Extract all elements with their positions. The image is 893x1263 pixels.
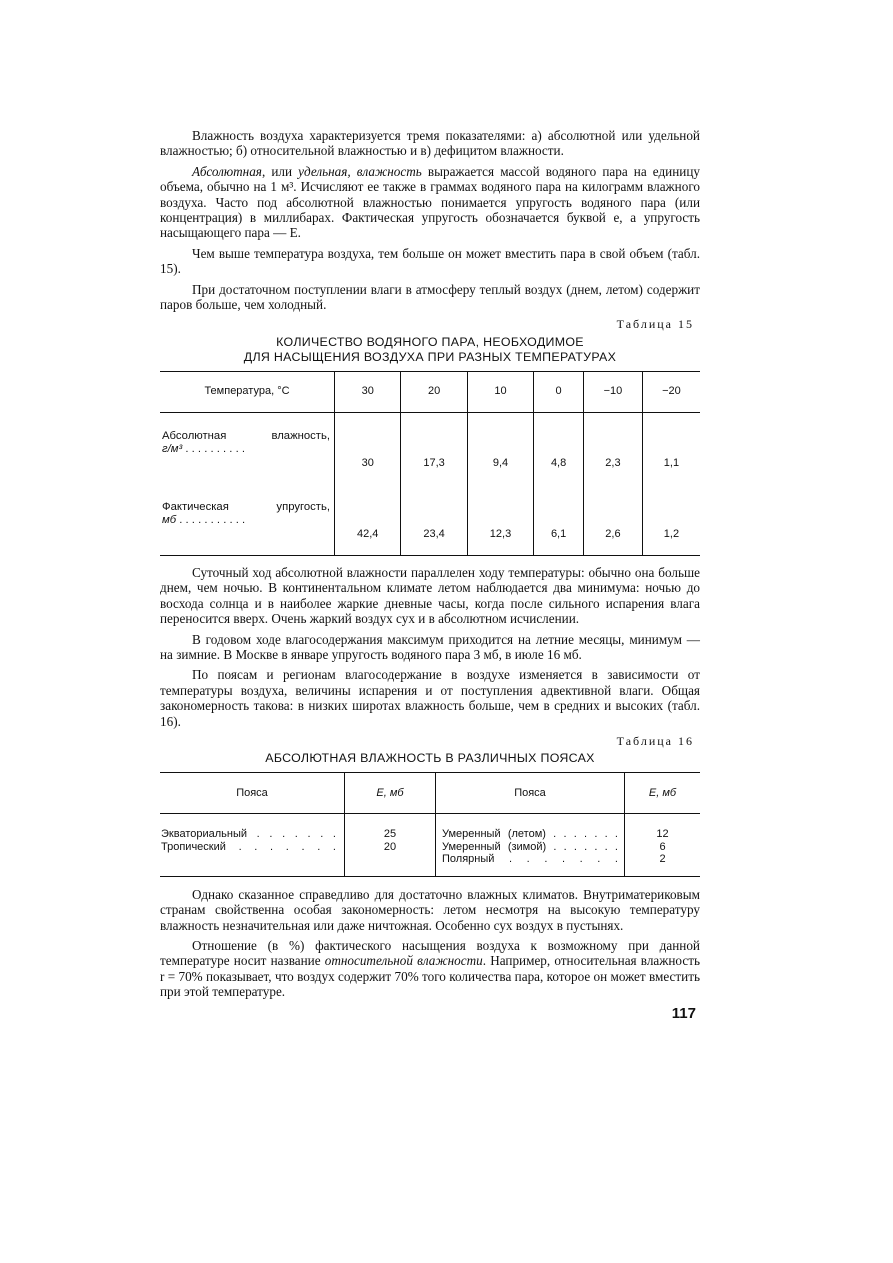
table-row	[160, 484, 700, 556]
paragraph-absolute-humidity	[160, 164, 700, 241]
table16-label: Таблица 16	[616, 733, 694, 748]
table15-row-label	[160, 412, 335, 484]
table15-value-cell: 1,1	[642, 412, 700, 484]
table15-label: Таблица 15	[616, 317, 694, 332]
table15-temp-cell: −20	[642, 371, 700, 412]
table15-value-cell: 4,8	[534, 412, 584, 484]
relative-humidity-lead: Отношение (в %) фактического насыщения воздуха к возможному при данной температуре носит название	[160, 938, 700, 969]
table15-value-cell: 17,3	[401, 412, 467, 484]
table16-header-belts: Пояса	[160, 773, 345, 814]
belt-value: 2	[659, 853, 666, 866]
table15-header-label: Температура, °С	[160, 371, 335, 412]
row-label-unit: г/м³	[162, 442, 183, 455]
paragraph-dry-climates: Однако сказанное справедливо для достаточно влажных климатов. Внутриматериковым странам свойственна особая закономерность: летом несмотря на высокую температуру влажность незначительная или даже ничтожная. Особенно сух воздух в пустынях.	[160, 886, 700, 933]
paragraph-belts-regions: По поясам и регионам влагосодержание в воздухе изменяется в зависимости от температуры воздуха, величины испарения и от поступления адвективной влаги. Общая закономерность такова: в низких широтах влажность больше, чем в средних и высоких (табл. 16).	[160, 667, 700, 729]
paragraph-warm-air: При достаточном поступлении влаги в атмосферу теплый воздух (днем, летом) содержит паров больше, чем холодный.	[160, 281, 700, 313]
table15-temp-cell: −10	[583, 371, 642, 412]
row-label-unit: мб	[162, 513, 177, 526]
table15-saturation	[160, 371, 700, 556]
table15-title	[160, 335, 700, 365]
table15-value-cell: 9,4	[467, 412, 533, 484]
table15-temp-cell: 20	[401, 371, 467, 412]
belt-value: 6	[659, 840, 666, 853]
table15-value-cell: 42,4	[335, 484, 401, 556]
table15-value-cell: 23,4	[401, 484, 467, 556]
page-number: 117	[671, 1004, 696, 1022]
table16-right-values	[625, 814, 701, 877]
term-separator: , или	[261, 163, 299, 179]
table15-temp-cell: 10	[467, 371, 533, 412]
row-label-text: Абсолютная влажность,	[162, 429, 330, 442]
table15-row-label	[160, 484, 335, 556]
table16-header-unit: E, мб	[345, 773, 436, 814]
belt-name: Экваториальный . . .	[161, 828, 336, 841]
table16-header-unit: E, мб	[625, 773, 701, 814]
relative-humidity-example: . Например, относительная влажность r = 70% показывает, что воздух содержит 70% того количества пара, которое он может вместить при этой температуре.	[160, 953, 700, 1000]
term-specific-humidity: удельная, влажность	[298, 163, 422, 179]
table-row	[160, 814, 700, 877]
paragraph-temperature-capacity: Чем выше температура воздуха, тем больше он может вместить пара в свой объем (табл. 15).	[160, 245, 700, 277]
belt-name: Полярный . . .	[442, 853, 618, 866]
table16-left-names	[160, 814, 345, 877]
table16-title: АБСОЛЮТНАЯ ВЛАЖНОСТЬ В РАЗЛИЧНЫХ ПОЯСАХ	[265, 751, 595, 766]
belt-value: 20	[383, 840, 397, 853]
table16-header-belts: Пояса	[436, 773, 625, 814]
table15-title-line2: ДЛЯ НАСЫЩЕНИЯ ВОЗДУХА ПРИ РАЗНЫХ ТЕМПЕРАТУРАХ	[243, 349, 617, 364]
table15-temp-cell: 30	[335, 371, 401, 412]
table15-value-cell: 2,6	[583, 484, 642, 556]
belt-name: Тропический . . .	[161, 841, 336, 854]
table16-right-names	[436, 814, 625, 877]
dot-leader: . . . . . . . . . . .	[176, 513, 246, 526]
table15-value-cell: 12,3	[467, 484, 533, 556]
table15-value-cell: 2,3	[583, 412, 642, 484]
table15-value-cell: 1,2	[642, 484, 700, 556]
table15-value-cell: 30	[335, 412, 401, 484]
table15-title-line1: КОЛИЧЕСТВО ВОДЯНОГО ПАРА, НЕОБХОДИМОЕ	[276, 334, 584, 349]
table15-temp-cell: 0	[534, 371, 584, 412]
paragraph-annual-course: В годовом ходе влагосодержания максимум приходится на летние месяцы, минимум — на зимние. В Москве в январе упругость водяного пара 3 мб, в июле 16 мб.	[160, 631, 700, 662]
belt-name: Умеренный (летом) . . .	[442, 828, 618, 841]
table16-left-values	[345, 814, 436, 877]
book-page	[160, 128, 700, 1021]
row-label-unit-line	[162, 514, 330, 527]
table15-header-row	[160, 371, 700, 412]
belt-value: 12	[656, 828, 669, 841]
absolute-humidity-definition: выражается массой водяного пара на единицу объема, обычно на 1 м³. Исчисляют ее также в граммах водяного пара на килограмм влажного воздуха. Часто под абсолютной влажностью понимается упругость водяного пара (или концентрация) в миллибарах. Фактическая упругость обозначается буквой e, а упругость насыщающего пара — E.	[160, 163, 701, 241]
dot-leader: . . . . . . . . . .	[182, 442, 245, 455]
table-row	[160, 412, 700, 484]
belt-name: Умеренный (зимой) . . .	[442, 841, 618, 854]
table16-header-row	[160, 773, 700, 814]
term-relative-humidity: относительной влажности	[324, 953, 483, 969]
row-label-text: Фактическая упругость,	[162, 500, 330, 513]
paragraph-relative-humidity	[160, 938, 700, 1000]
paragraph-humidity-indicators: Влажность воздуха характеризуется тремя показателями: а) абсолютной или удельной влажностью; б) относительной влажностью и в) дефицитом влажности.	[160, 128, 700, 159]
paragraph-daily-course: Суточный ход абсолютной влажности параллелен ходу температуры: обычно она больше днем, чем ночью. В континентальном климате летом наблюдается два минимума: ночью до восхода солнца и в наиболее жаркие дневные часы, когда после сильного испарения влага переносится вверх. Очень жаркий воздух сух и в абсолютном исчислении.	[160, 564, 700, 627]
table15-value-cell: 6,1	[534, 484, 584, 556]
row-label-unit-line	[162, 443, 330, 456]
term-absolute: Абсолютная	[192, 163, 262, 179]
belt-value: 25	[383, 828, 397, 841]
table16-belts	[160, 772, 700, 877]
